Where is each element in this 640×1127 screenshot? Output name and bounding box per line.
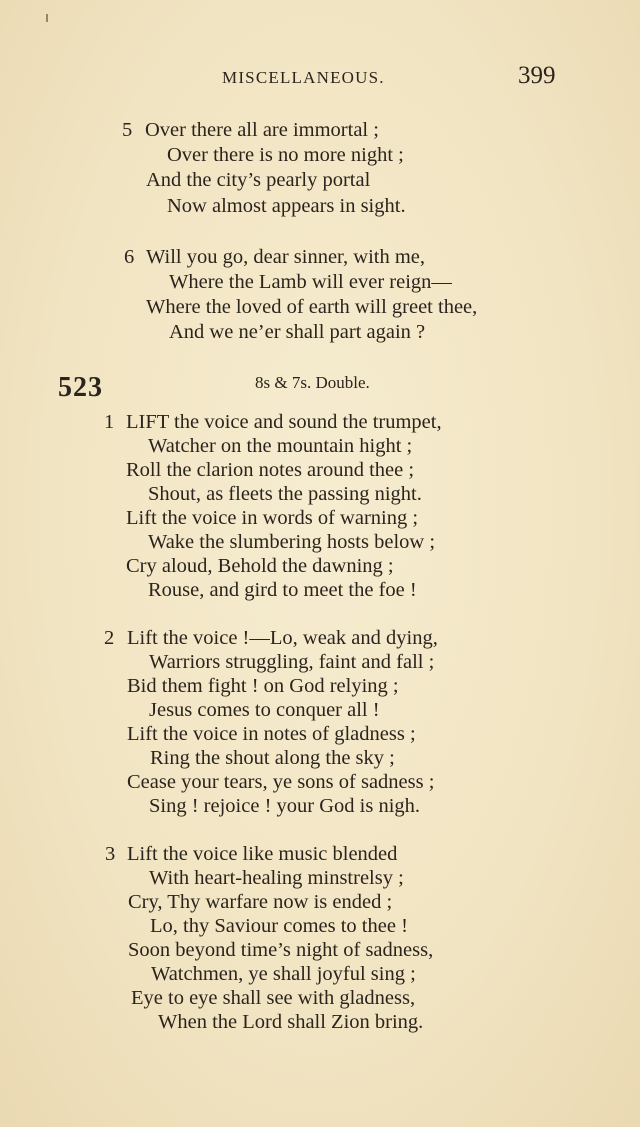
verse-line: Rouse, and gird to meet the foe ! [148, 579, 417, 601]
verse-line: Lift the voice like music blended [127, 843, 398, 865]
verse-number: 1 [104, 411, 115, 433]
verse-line: Wake the slumbering hosts below ; [148, 531, 436, 553]
running-header [0, 62, 640, 92]
verse-line: Lift the voice in words of warning ; [126, 507, 419, 529]
verse-line: Bid them fight ! on God relying ; [127, 675, 399, 697]
verse-line: Lift the voice !—Lo, weak and dying, [127, 627, 438, 649]
hymn-meter: 8s & 7s. Double. [255, 373, 370, 392]
verse-line: Cease your tears, ye sons of sadness ; [127, 771, 435, 793]
hymn-number: 523 [58, 372, 103, 403]
verse-line: And the city’s pearly portal [146, 169, 371, 191]
verse-line: Where the loved of earth will greet thee, [146, 296, 478, 318]
verse-line: LIFT the voice and sound the trumpet, [126, 411, 442, 433]
verse-line: Over there is no more night ; [167, 144, 404, 166]
verse-line: Where the Lamb will ever reign— [169, 271, 452, 293]
page-number: 399 [518, 62, 556, 89]
verse-line: Roll the clarion notes around thee ; [126, 459, 415, 481]
print-speck [46, 14, 48, 22]
verse-line: Over there all are immortal ; [145, 119, 379, 141]
verse-number: 3 [105, 843, 116, 865]
verse-line: Cry, Thy warfare now is ended ; [128, 891, 393, 913]
verse-line: Warriors struggling, faint and fall ; [149, 651, 435, 673]
verse-line: Will you go, dear sinner, with me, [146, 246, 426, 268]
verse-line: Watcher on the mountain hight ; [148, 435, 413, 457]
verse-line: Lo, thy Saviour comes to thee ! [150, 915, 408, 937]
verse-number: 5 [122, 119, 133, 141]
verse-line: And we ne’er shall part again ? [169, 321, 426, 343]
section-title: MISCELLANEOUS. [222, 68, 385, 87]
verse-line: Ring the shout along the sky ; [150, 747, 395, 769]
verse-line: Eye to eye shall see with gladness, [131, 987, 416, 1009]
verse-line: Sing ! rejoice ! your God is nigh. [149, 795, 421, 817]
verse-line: Watchmen, ye shall joyful sing ; [151, 963, 416, 985]
verse-line: Now almost appears in sight. [167, 195, 406, 217]
verse-number: 2 [104, 627, 115, 649]
verse-line: Cry aloud, Behold the dawning ; [126, 555, 394, 577]
verse-line: Lift the voice in notes of gladness ; [127, 723, 416, 745]
verse-line: Jesus comes to conquer all ! [149, 699, 380, 721]
verse-line: Shout, as fleets the passing night. [148, 483, 422, 505]
verse-number: 6 [124, 246, 135, 268]
verse-line: When the Lord shall Zion bring. [158, 1011, 424, 1033]
verse-line: With heart-healing minstrelsy ; [149, 867, 404, 889]
verse-line: Soon beyond time’s night of sadness, [128, 939, 434, 961]
